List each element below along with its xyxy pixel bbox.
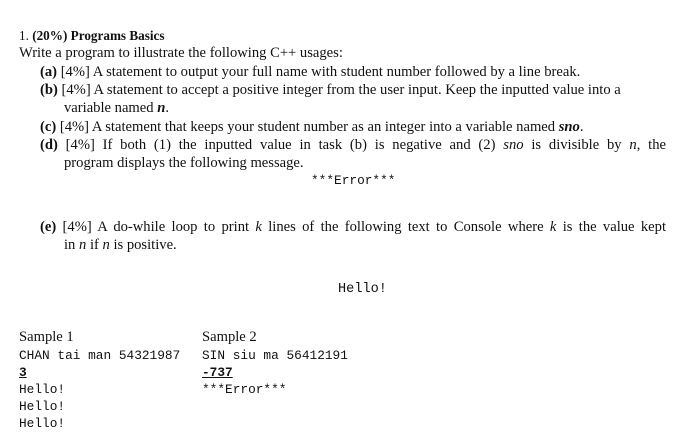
part-c-label: (c)	[40, 119, 57, 135]
variable-n: n	[157, 100, 166, 116]
sample-1-input: 3	[19, 365, 27, 380]
question-title: (20%) Programs Basics	[32, 28, 165, 43]
part-e-var-n: n	[79, 237, 87, 253]
part-e-line1	[40, 218, 666, 236]
sample-2-output-line: SIN siu ma 56412191	[202, 348, 348, 363]
part-c	[40, 118, 583, 136]
part-d-var-n: n	[629, 137, 637, 153]
sample-1-output-line: CHAN tai man 54321987	[19, 348, 181, 363]
part-d-line1	[40, 136, 666, 154]
question-heading	[19, 27, 165, 45]
part-e-var-k: k	[255, 219, 262, 235]
hello-message: Hello!	[338, 282, 387, 297]
part-d-text-2: is divisible by	[523, 137, 630, 153]
part-c-period: .	[579, 119, 584, 135]
variable-sno: sno	[558, 119, 580, 135]
part-e-text-5: if	[86, 237, 103, 253]
sample-2-result-1: ***Error***	[202, 382, 287, 397]
sample-2-input: -737	[202, 365, 233, 380]
part-b-line2	[64, 99, 169, 117]
sample-2-title: Sample 2	[202, 329, 257, 345]
part-b-line1	[40, 81, 621, 99]
part-a	[40, 63, 580, 81]
part-a-label: (a)	[40, 64, 58, 80]
part-e-text-6: is positive.	[109, 237, 177, 253]
part-e-text-2: lines of the following text to Console where	[261, 219, 550, 235]
part-e-line2	[64, 236, 177, 254]
question-intro: Write a program to illustrate the following C++ usages:	[19, 45, 343, 61]
part-d-var-sno: sno	[503, 137, 524, 153]
sample-1-result-1: Hello!	[19, 382, 66, 397]
part-e-label: (e)	[40, 219, 57, 235]
error-message: ***Error***	[311, 173, 396, 188]
part-e-text-1: [4%] A do-while loop to print	[62, 219, 256, 235]
sample-1-result-3: Hello!	[19, 416, 66, 431]
part-b-label: (b)	[40, 82, 58, 98]
part-d-label: (d)	[40, 137, 58, 153]
part-b-text-1: [4%] A statement to accept a positive integer from the user input. Keep the inputted value into a	[61, 82, 621, 98]
part-d-line2: program displays the following message.	[64, 155, 304, 171]
sample-1-title: Sample 1	[19, 329, 74, 345]
sample-1-result-2: Hello!	[19, 399, 66, 414]
part-e-var-k-2: k	[549, 219, 557, 235]
part-b-text-2: variable named	[64, 100, 158, 116]
part-b-period: .	[165, 100, 169, 116]
part-e-var-n-2: n	[102, 237, 110, 253]
part-e-text-3: is the value kept	[556, 219, 666, 235]
part-d-text-1: [4%] If both (1) the inputted value in task (b) is negative and (2)	[65, 137, 504, 153]
part-a-text: [4%] A statement to output your full name with student number followed by a line break.	[60, 64, 581, 80]
part-c-text: [4%] A statement that keeps your student number as an integer into a variable named	[59, 119, 559, 135]
part-d-text-3: , the	[636, 137, 666, 153]
question-number: 1.	[19, 28, 29, 43]
part-e-text-4: in	[64, 237, 79, 253]
